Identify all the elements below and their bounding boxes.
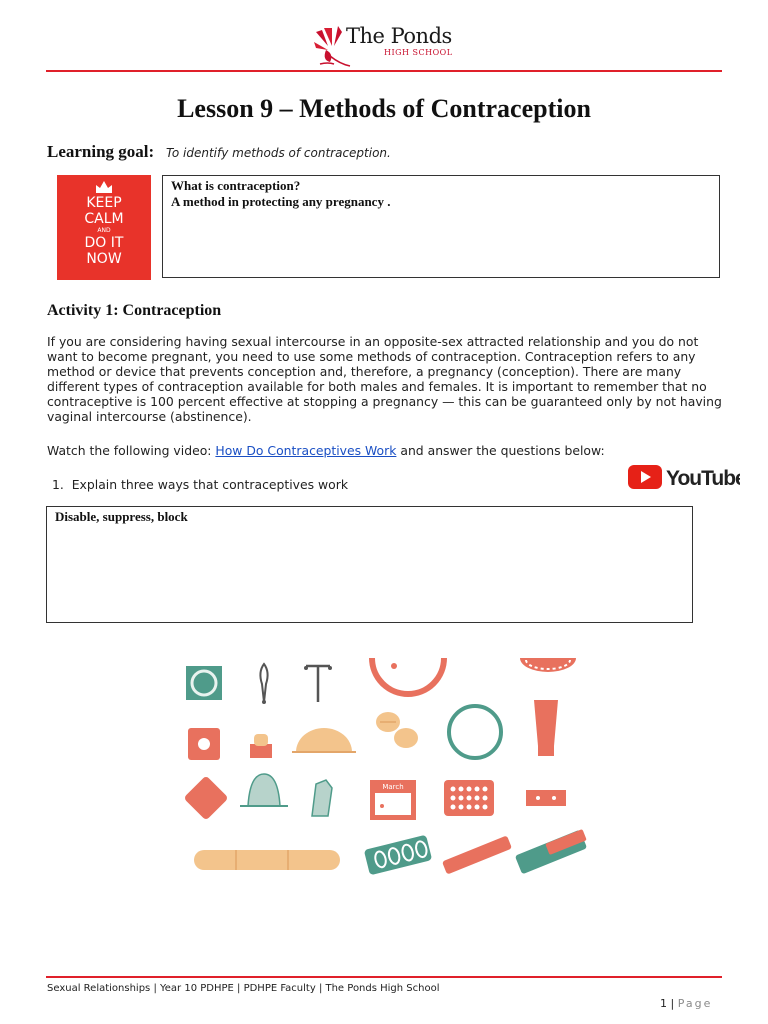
pill-strip-icon (442, 835, 512, 874)
activity-paragraph: If you are considering having sexual intercourse in an opposite-sex attracted relationship and you do not want to become pregnant, you need to use some methods of contraception. Contraception refers to any method or device that prevents conception and, therefore, a pregnancy (conception). There are many different types of contraception available for both males and females. It is important to remember that no contraceptive is 100 percent effective at stopping a pregnancy — this can be guaranteed only by not having vaginal intercourse (abstinence). (47, 334, 722, 424)
youtube-logo[interactable] (628, 462, 740, 492)
footer-text: Sexual Relationships | Year 10 PDHPE | PDHPE Faculty | The Ponds High School (47, 983, 440, 994)
page-label: Page (677, 997, 713, 1010)
footer-divider (46, 976, 722, 978)
condom-strip-icon (194, 850, 340, 870)
pill-dial-icon (520, 658, 576, 672)
logo-subtitle: HIGH SCHOOL (384, 48, 453, 57)
poster-line: DO IT (84, 235, 124, 251)
condom-icon (312, 780, 332, 816)
diaphragm-icon (292, 728, 356, 752)
learning-goal-text: To identify methods of contraception. (166, 146, 391, 160)
implant-card-icon (526, 790, 566, 806)
video-link[interactable]: How Do Contraceptives Work (215, 443, 397, 458)
definition-answer: A method in protecting any pregnancy . (171, 194, 391, 209)
sponge-icon (183, 775, 228, 820)
page-number-value: 1 (660, 997, 667, 1010)
poster-line: AND (97, 227, 111, 234)
gel-tube-icon (534, 700, 558, 756)
condom-packet-icon (186, 666, 222, 700)
question-number: 1. (52, 477, 64, 492)
header-divider (46, 70, 722, 72)
vaginal-ring-icon (372, 658, 444, 694)
calendar-icon (370, 780, 416, 820)
poster-line: NOW (86, 251, 122, 267)
pill-pack-icon (444, 780, 494, 816)
activity-heading: Activity 1: Contraception (47, 302, 222, 319)
watch-suffix: and answer the questions below: (400, 443, 605, 458)
watch-instruction (47, 443, 605, 458)
pill-card-icon (515, 829, 587, 874)
diaphragm-ring-icon (449, 706, 501, 758)
t-shaped-iud-icon (304, 666, 332, 702)
lesson-title: Lesson 9 – Methods of Contraception (177, 94, 591, 123)
poster-line: KEEP (86, 195, 122, 211)
question-1-answer-box[interactable] (46, 506, 693, 623)
page-separator: | (670, 997, 675, 1010)
watch-prefix: Watch the following video: (47, 443, 212, 458)
contraceptive-methods-illustration (176, 656, 592, 876)
poster-line: CALM (84, 211, 124, 227)
iud-icon (260, 664, 267, 704)
contraceptive-pill-icon (376, 712, 418, 748)
contraception-definition-box[interactable] (162, 175, 720, 278)
question-text: Explain three ways that contraceptives work (71, 477, 349, 492)
question-1 (52, 477, 348, 492)
definition-question: What is contraception? (171, 178, 301, 193)
calendar-month: March (382, 783, 404, 791)
cervical-cap-icon (240, 774, 288, 806)
question-1-answer: Disable, suppress, block (55, 509, 188, 524)
page-number (660, 997, 712, 1010)
female-condom-icon (250, 734, 272, 758)
keep-calm-poster (57, 175, 151, 280)
youtube-wordmark: YouTube (666, 467, 740, 490)
contraceptive-patch-icon (188, 728, 220, 760)
logo-name: The Ponds (346, 24, 452, 48)
learning-goal-label: Learning goal: (47, 142, 155, 161)
crown-icon (94, 179, 114, 194)
pill-blister-teal-icon (364, 835, 432, 876)
